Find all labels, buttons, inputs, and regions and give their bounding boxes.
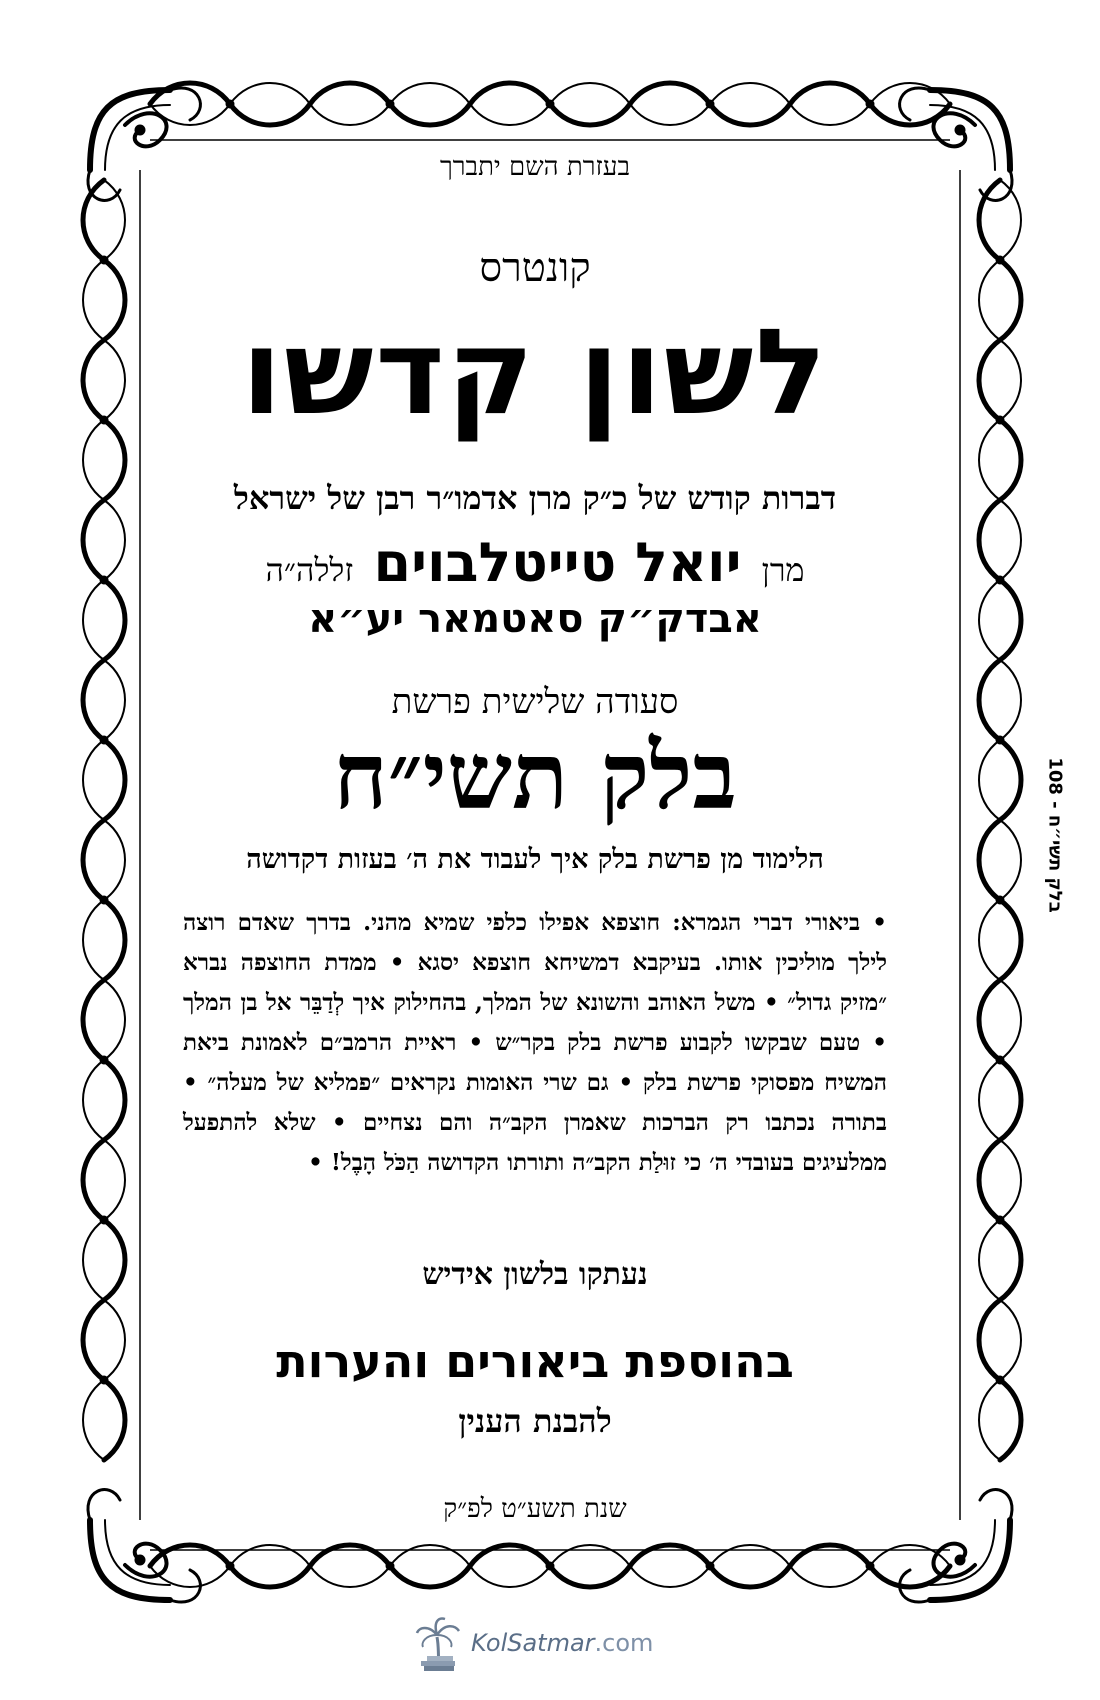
kolsatmar-brand — [471, 1629, 653, 1657]
side-page-label-text: בלק תשי״ח - 108 — [1044, 757, 1066, 913]
publication-year: שנת תשע״ט לפ״ק — [443, 1494, 627, 1524]
additions-heading: בהוספת ביאורים והערות — [276, 1334, 794, 1388]
author-name: יואל טייטלבוים — [373, 531, 742, 594]
seuda-line: סעודה שלישית פרשת — [391, 682, 679, 722]
subtitle: הלימוד מן פרשת בלק איך לעבוד את ה׳ בעזות דקדושה — [246, 844, 824, 875]
av-beis-din-line: אבדק״ק סאטמאר יע״א — [308, 596, 762, 642]
author-line — [175, 531, 895, 594]
author-suffix: זללה״ה — [265, 551, 354, 589]
kolsatmar-logo[interactable] — [415, 1615, 715, 1675]
brand-domain: .com — [594, 1629, 654, 1657]
brand-name: KolSatmar — [471, 1629, 595, 1657]
palm-tree-books-icon — [415, 1615, 461, 1673]
main-title: לשון קדשו — [241, 303, 829, 441]
side-page-label — [1040, 750, 1070, 920]
author-prefix: מרן — [761, 551, 805, 589]
parsha-year-title: בלק תשי״ח — [333, 722, 737, 830]
translated-note: נעתקו בלשון אידיש — [422, 1257, 648, 1292]
summary-paragraph: • ביאורי דברי הגמרא: חוצפא אפילו כלפי שמיא מהני. בדרך שאדם רוצה לילך מוליכין אותו. בעיקבא דמשיחא חוצפא יסגא • ממדת החוצפה נברא ״מזיק גדול״ • משל האוהב והשונא של המלך, בהחילוק איך לְדַבֵּר אל בן המלך • טעם שבקשו לקבוע פרשת בלק בקר״ש • ראיית הרמב״ם לאמונת ביאת המשיח מפסוקי פרשת בלק • גם שרי האומות נקראים ״פמליא של מעלה״ • בתורה נכתבו רק הברכות שאמרן הקב״ה והם נצחיים • שלא להתפעל ממלעיגים בעובדי ה׳ כי זוּלַת הקב״ה ותורתו הקדושה הַכֹּל הָבֶל! • — [183, 909, 887, 1176]
kuntres-heading: קונטרס — [479, 245, 591, 291]
understanding-line: להבנת הענין — [458, 1402, 612, 1440]
top-blessing: בעזרת השם יתברך — [440, 152, 630, 182]
divrei-kodesh-line: דברות קודש של כ״ק מרן אדמו״ר רבן של ישראל — [233, 479, 837, 517]
title-page-content — [175, 150, 895, 1524]
